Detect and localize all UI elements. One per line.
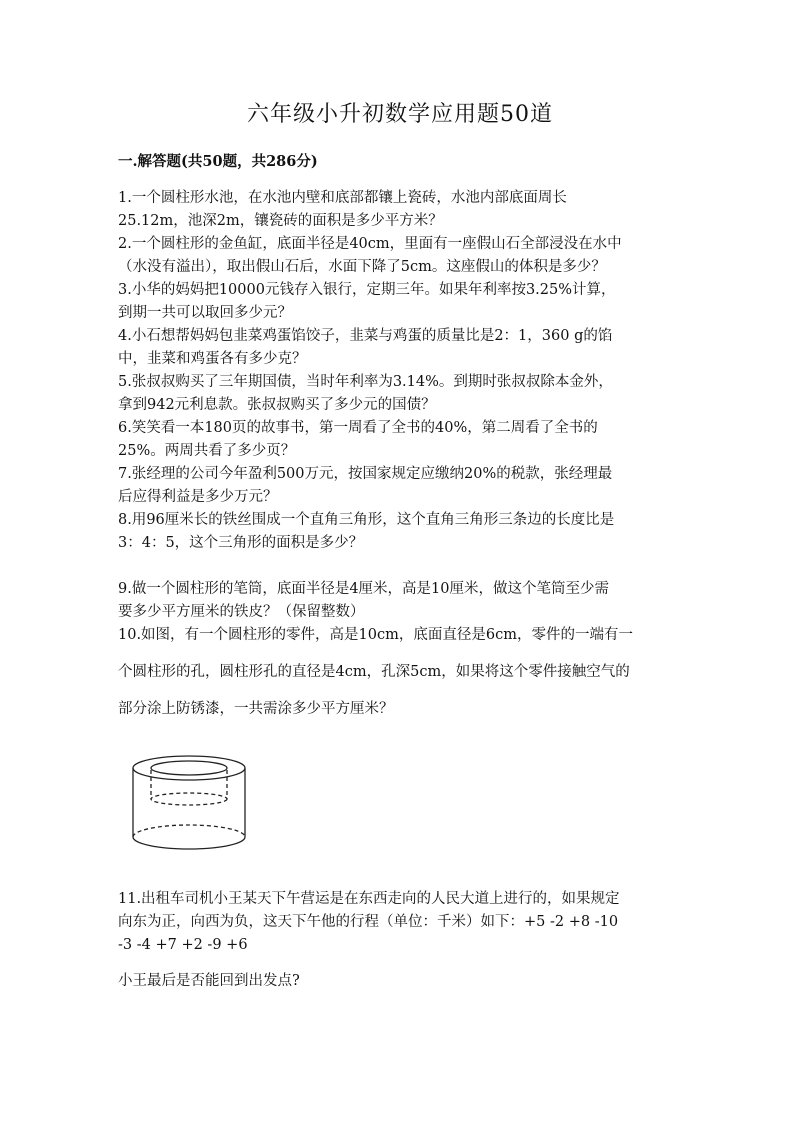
question-5	[118, 371, 690, 417]
question-11	[118, 888, 690, 957]
question-line: 9.做一个圆柱形的笔筒，底面半径是4厘米，高是10厘米，做这个笔筒至少需	[118, 581, 610, 597]
hole-top-ellipse	[151, 761, 227, 775]
question-1	[118, 187, 690, 233]
question-7	[118, 463, 690, 509]
question-group-1	[118, 187, 690, 555]
question-line: 10.如图，有一个圆柱形的零件，高是10cm，底面直径是6cm，零件的一端有一	[118, 627, 633, 643]
question-line: 向东为正，向西为负，这天下午他的行程（单位：千米）如下：+5 -2 +8 -10	[118, 914, 619, 930]
question-line: 7.张经理的公司今年盈利500万元，按国家规定应缴纳20%的税款，张经理最	[118, 466, 613, 482]
hole-bottom-ellipse	[151, 793, 227, 805]
question-line: 拿到942元利息款。张叔叔购买了多少元的国债？	[118, 397, 436, 413]
cylinder-part-figure	[128, 752, 250, 852]
question-line: 小王最后是否能回到出发点?	[118, 973, 300, 989]
question-group-3	[118, 888, 690, 957]
question-line: 2.一个圆柱形的金鱼缸，底面半径是40cm，里面有一座假山石全部浸没在水中	[118, 236, 622, 252]
question-group-4	[118, 970, 690, 993]
question-9	[118, 578, 690, 624]
question-line: （水没有溢出），取出假山石后，水面下降了5cm。这座假山的体积是多少？	[118, 259, 606, 275]
question-2	[118, 233, 690, 279]
question-line: 中，韭菜和鸡蛋各有多少克？	[118, 351, 307, 367]
question-line: 要多少平方厘米的铁皮？（保留整数）	[118, 604, 365, 620]
question-10	[118, 624, 690, 721]
question-group-2	[118, 578, 690, 721]
question-6	[118, 417, 690, 463]
document-title: 六年级小升初数学应用题50道	[247, 102, 553, 127]
question-line: 11.出租车司机小王某天下午营运是在东西走向的人民大道上进行的，如果规定	[118, 891, 620, 907]
section-heading: 一.解答题(共50题，共286分)	[118, 153, 318, 170]
question-line: 4.小石想帮妈妈包韭菜鸡蛋馅饺子，韭菜与鸡蛋的质量比是2：1，360 g的馅	[118, 328, 613, 344]
question-line: 3.小华的妈妈把10000元钱存入银行，定期三年。如果年利率按3.25%计算，	[118, 282, 616, 298]
question-line: 8.用96厘米长的铁丝围成一个直角三角形，这个直角三角形三条边的长度比是	[118, 512, 615, 528]
question-line: 3：4：5，这个三角形的面积是多少？	[118, 535, 364, 551]
question-4	[118, 325, 690, 371]
question-line: 部分涂上防锈漆，一共需涂多少平方厘米？	[118, 701, 394, 717]
question-line: 25%。两周共看了多少页？	[118, 443, 296, 459]
question-line: -3 -4 +7 +2 -9 +6	[118, 937, 248, 953]
question-8	[118, 509, 690, 555]
question-line: 6.笑笑看一本180页的故事书，第一周看了全书的40%，第二周看了全书的	[118, 420, 598, 436]
question-line: 5.张叔叔购买了三年期国债，当时年利率为3.14%。到期时张叔叔除本金外，	[118, 374, 613, 390]
question-3	[118, 279, 690, 325]
outer-bottom-back-arc	[133, 825, 245, 837]
question-11-followup	[118, 970, 690, 993]
question-line: 后应得利益是多少万元？	[118, 489, 278, 505]
question-line: 25.12m，池深2m，镶瓷砖的面积是多少平方米？	[118, 213, 443, 229]
question-line: 个圆柱形的孔，圆柱形孔的直径是4cm，孔深5cm，如果将这个零件接触空气的	[118, 664, 630, 680]
outer-bottom-front-arc	[133, 837, 245, 849]
question-line: 到期一共可以取回多少元？	[118, 305, 292, 321]
question-line: 1.一个圆柱形水池，在水池内壁和底部都镶上瓷砖，水池内部底面周长	[118, 190, 567, 206]
outer-top-ellipse	[133, 756, 245, 780]
